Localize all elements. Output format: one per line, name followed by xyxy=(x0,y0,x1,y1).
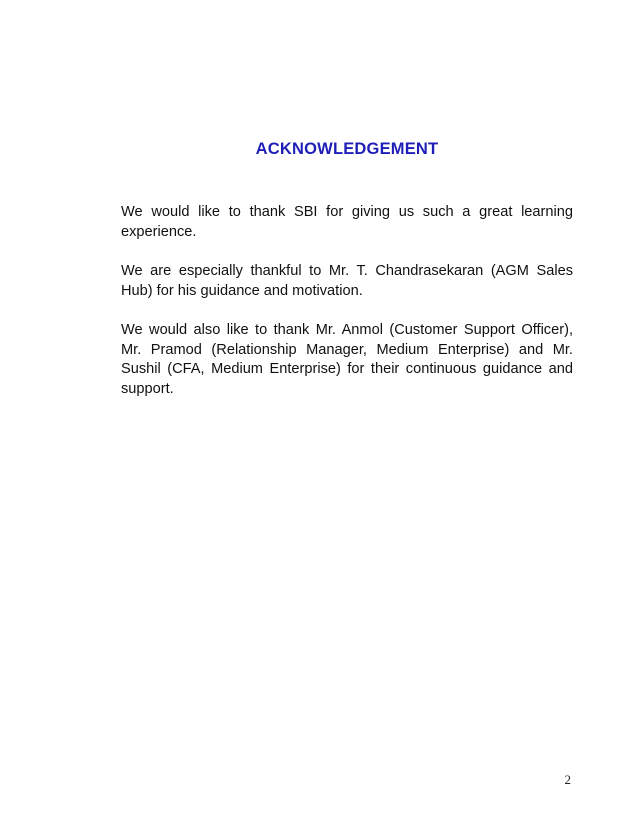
page-title: ACKNOWLEDGEMENT xyxy=(255,140,439,158)
page-number: 2 xyxy=(564,772,571,787)
paragraph-thanks-agm: We are especially thankful to Mr. T. Chandrasekaran (AGM Sales Hub) for his guidance and motivation. xyxy=(121,263,573,299)
paragraph-thanks-sbi: We would like to thank SBI for giving us such a great learning experience. xyxy=(121,204,573,240)
document-body xyxy=(121,203,573,419)
paragraph-thanks-staff: We would also like to thank Mr. Anmol (Customer Support Officer), Mr. Pramod (Relationship Manager, Medium Enterprise) and Mr. Sushil (CFA, Medium Enterprise) for their continuous guidance and support. xyxy=(121,322,573,397)
